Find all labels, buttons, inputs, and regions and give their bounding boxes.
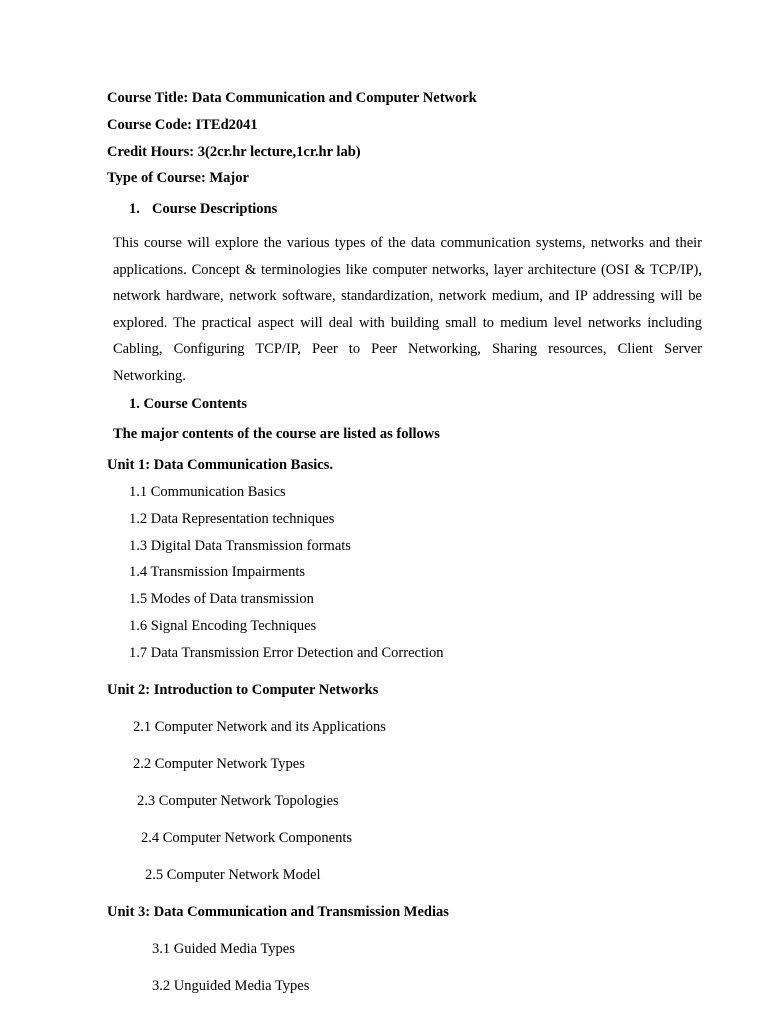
unit-3-topic: 3.1 Guided Media Types [152, 941, 295, 957]
credit-hours: Credit Hours: 3(2cr.hr lecture,1cr.hr lab) [107, 144, 361, 160]
descriptions-heading: Course Descriptions [152, 201, 278, 217]
unit-2-topic: 2.3 Computer Network Topologies [137, 793, 339, 809]
unit-3-topic: 3.2 Unguided Media Types [152, 978, 310, 994]
unit-3-title: Unit 3: Data Communication and Transmission Medias [107, 904, 449, 920]
unit-1-topic: 1.1 Communication Basics [129, 484, 286, 500]
unit-1-topic: 1.3 Digital Data Transmission formats [129, 538, 351, 554]
unit-1-topic: 1.2 Data Representation techniques [129, 511, 335, 527]
course-title: Course Title: Data Communication and Computer Network [107, 90, 477, 106]
contents-heading: 1. Course Contents [129, 396, 248, 412]
descriptions-number: 1. [129, 201, 140, 217]
unit-1-topic: 1.7 Data Transmission Error Detection and Correction [129, 645, 444, 661]
course-code: Course Code: ITEd2041 [107, 117, 258, 133]
course-type: Type of Course: Major [107, 170, 249, 186]
contents-intro: The major contents of the course are listed as follows [113, 426, 440, 442]
unit-1-topic: 1.5 Modes of Data transmission [129, 591, 314, 607]
unit-2-topic: 2.5 Computer Network Model [145, 867, 321, 883]
descriptions-body: This course will explore the various types of the data communication systems, networks and their applications. Concept & terminologies like computer networks, layer architecture (OSI & TCP/IP), network hardware, network software, standardization, network medium, and IP addressing will be explored. The practical aspect will deal with building small to medium level networks including Cabling, Configuring TCP/IP, Peer to Peer Networking, Sharing resources, Client Server Networking. [113, 235, 702, 384]
unit-1-topic: 1.6 Signal Encoding Techniques [129, 618, 317, 634]
unit-1-topic: 1.4 Transmission Impairments [129, 564, 306, 580]
unit-2-title: Unit 2: Introduction to Computer Networks [107, 682, 379, 698]
unit-1-title: Unit 1: Data Communication Basics. [107, 457, 333, 473]
unit-2-topic: 2.2 Computer Network Types [133, 756, 305, 772]
unit-2-topic: 2.4 Computer Network Components [141, 830, 353, 846]
unit-2-topic: 2.1 Computer Network and its Applications [133, 719, 386, 735]
